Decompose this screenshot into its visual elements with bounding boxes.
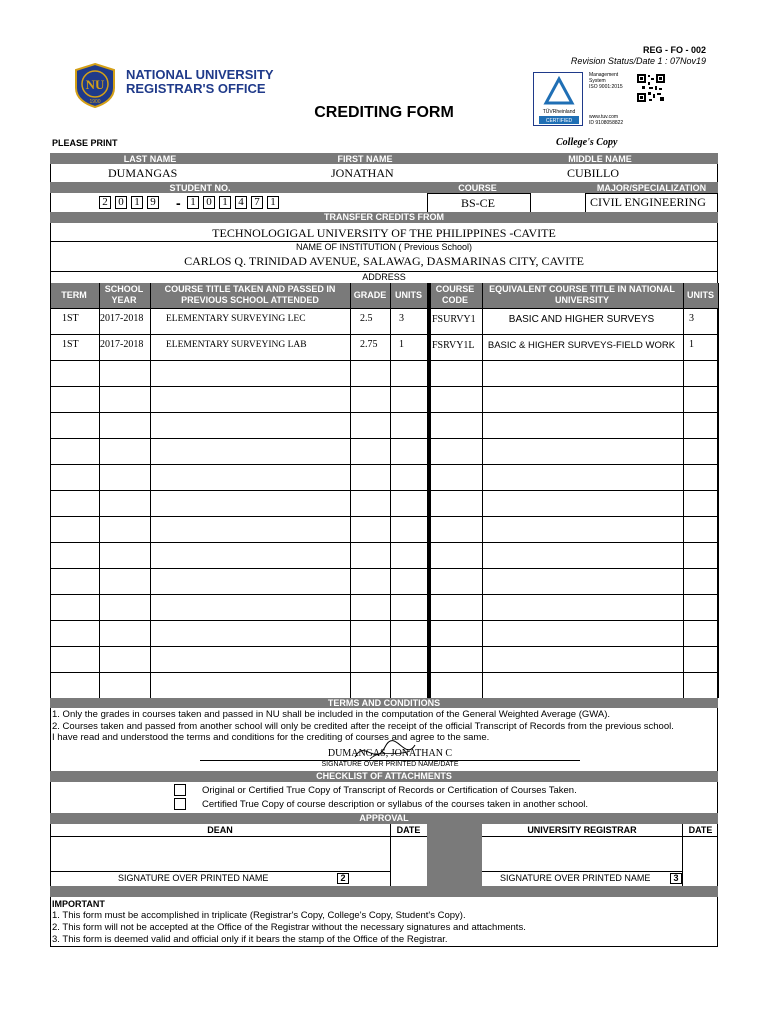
th-units: UNITS [395, 290, 422, 300]
important-line3: 3. This form is deemed valid and official only if it bears the stamp of the Office of the Registrar. [52, 934, 448, 945]
dean-signature-label: SIGNATURE OVER PRINTED NAME [118, 873, 269, 883]
table-row-line [50, 412, 718, 413]
terms-header-bar: TERMS AND CONDITIONS [50, 698, 718, 708]
cell-nu-units: 1 [689, 339, 694, 350]
table-row-line [50, 386, 718, 387]
student-no-digit: 7 [251, 196, 263, 209]
cert-id: ID 9108058822 [589, 120, 624, 126]
approval-header-bar: APPROVAL [50, 813, 718, 824]
svg-text:TÜVRheinland: TÜVRheinland [542, 109, 576, 115]
form-code: REG - FO - 002 [642, 45, 706, 55]
revision-status: Revision Status/Date 1 : 07Nov19 [570, 56, 706, 66]
cell-code: FSRVY1L [432, 340, 475, 351]
table-row-line [50, 334, 718, 335]
student-no-digit: 2 [99, 196, 111, 209]
cell-year: 2017-2018 [100, 339, 144, 350]
table-row-line [50, 594, 718, 595]
institution-value: TECHNOLOGIGAL UNIVERSITY OF THE PHILIPPINES -CAVITE [212, 226, 556, 240]
approval-gray-gap [427, 824, 482, 886]
table-row-line [50, 620, 718, 621]
middle-name-value: CUBILLO [567, 166, 619, 180]
student-no-label: STUDENT NO. [169, 183, 231, 193]
transfer-header-bar: TRANSFER CREDITS FROM [50, 212, 718, 223]
table-row-line [50, 360, 718, 361]
address-value: CARLOS Q. TRINIDAD AVENUE, SALAWAG, DASMARINAS CITY, CAVITE [184, 254, 584, 268]
checklist-header-bar: CHECKLIST OF ATTACHMENTS [50, 771, 718, 782]
university-name [126, 68, 274, 96]
divider [50, 241, 718, 242]
svg-text:NU: NU [85, 77, 105, 92]
table-row-line [50, 568, 718, 569]
table-row-line [50, 542, 718, 543]
student-no-digit: 1 [219, 196, 231, 209]
major-value: CIVIL ENGINEERING [590, 195, 706, 209]
student-no-digit: 1 [267, 196, 279, 209]
cell-grade: 2.75 [360, 339, 378, 350]
th-school-year: SCHOOL YEAR [104, 284, 144, 305]
cert-line2: System [589, 78, 606, 84]
th-nu-units: UNITS [687, 290, 714, 300]
checklist-item-1: Original or Certified True Copy of Transcript of Records or Certification of Courses Taken. [202, 785, 577, 796]
cell-title: ELEMENTARY SURVEYING LEC [166, 314, 306, 324]
dean-date-label: DATE [396, 825, 421, 835]
address-label: ADDRESS [362, 272, 406, 282]
table-row-line [50, 464, 718, 465]
dean-step-badge: 2 [337, 873, 349, 884]
cell-term: 1ST [62, 339, 79, 350]
cert-text [589, 72, 623, 90]
table-row-line [50, 308, 718, 309]
university-line2: REGISTRAR'S OFFICE [126, 81, 266, 96]
first-name-label: FIRST NAME [337, 154, 393, 164]
form-title: CREDITING FORM [314, 104, 454, 121]
first-name-value: JONATHAN [331, 166, 394, 180]
institution-label: NAME OF INSTITUTION ( Previous School) [295, 242, 473, 252]
cell-year: 2017-2018 [100, 313, 144, 324]
terms-line1: 1. Only the grades in courses taken and passed in NU shall be included in the computation of the General Weighted Average (GWA). [52, 709, 611, 720]
table-column-line [718, 283, 719, 698]
nu-logo [72, 62, 118, 108]
th-equivalent: EQUIVALENT COURSE TITLE IN NATIONAL UNIVERSITY [489, 284, 675, 305]
student-no-digit: 9 [147, 196, 159, 209]
cell-term: 1ST [62, 313, 79, 324]
cert-url-text: www.tuv.com [589, 114, 619, 120]
student-no-separator: - [176, 195, 181, 211]
copy-label: College's Copy [556, 137, 618, 148]
last-name-value: DUMANGAS [108, 166, 178, 180]
svg-text:1900: 1900 [89, 99, 101, 105]
cell-title: ELEMENTARY SURVEYING LAB [166, 340, 307, 350]
registrar-signature-label: SIGNATURE OVER PRINTED NAME [500, 873, 651, 883]
th-grade: GRADE [353, 290, 387, 300]
cell-code: FSURVY1 [432, 314, 476, 325]
major-label: MAJOR/SPECIALIZATION [596, 183, 707, 193]
student-no-digit: 1 [131, 196, 143, 209]
cell-equivalent: BASIC & HIGHER SURVEYS-FIELD WORK [487, 340, 676, 351]
middle-name-label: MIDDLE NAME [568, 154, 632, 164]
cert-line3: ISO 9001:2015 [589, 84, 623, 90]
divider [50, 871, 390, 872]
cert-line1: Management [589, 72, 619, 78]
important-line2: 2. This form will not be accepted at the Office of the Registrar without the necessary signatures and attachments. [52, 922, 526, 933]
cell-grade: 2.5 [360, 313, 373, 324]
important-line1: 1. This form must be accomplished in triplicate (Registrar's Copy, College's Copy, Student's Copy). [52, 910, 466, 921]
course-value: BS-CE [461, 196, 496, 210]
registrar-label: UNIVERSITY REGISTRAR [527, 825, 637, 835]
cell-units: 1 [399, 339, 404, 350]
checklist-checkbox-1[interactable] [174, 784, 186, 796]
cell-equivalent: BASIC AND HIGHER SURVEYS [508, 314, 655, 325]
student-no-digit: 1 [187, 196, 199, 209]
dean-label: DEAN [207, 825, 233, 835]
student-no-digit: 0 [115, 196, 127, 209]
approval-footer-bar [50, 886, 718, 897]
signature-label: SIGNATURE OVER PRINTED NAME/DATE [321, 761, 459, 768]
table-row-line [50, 516, 718, 517]
student-no-digit: 4 [235, 196, 247, 209]
table-row-line [50, 672, 718, 673]
university-line1: NATIONAL UNIVERSITY [126, 67, 274, 82]
table-row-line [50, 438, 718, 439]
important-title: IMPORTANT [52, 899, 105, 909]
cell-units: 3 [399, 313, 404, 324]
last-name-label: LAST NAME [123, 154, 177, 164]
course-label: COURSE [458, 183, 497, 193]
checklist-item-2: Certified True Copy of course description or syllabus of the courses taken in another school. [202, 799, 589, 810]
cell-nu-units: 3 [689, 313, 694, 324]
qr-code-icon [636, 73, 666, 103]
th-course-code: COURSE CODE [435, 284, 475, 305]
divider [50, 836, 718, 837]
student-no-digit: 0 [203, 196, 215, 209]
divider [682, 824, 683, 886]
registrar-date-label: DATE [688, 825, 713, 835]
table-row-line [50, 646, 718, 647]
divider [482, 871, 682, 872]
signer-name: DUMANGAS, JONATHAN C [327, 748, 453, 759]
th-course-title: COURSE TITLE TAKEN AND PASSED IN PREVIOUS SCHOOL ATTENDED [164, 284, 336, 305]
terms-line2: 2. Courses taken and passed from another school will only be credited after the receipt of the official Transcript of Records from the previous school. [52, 721, 674, 732]
table-row-line [50, 490, 718, 491]
svg-text:CERTIFIED: CERTIFIED [545, 118, 573, 124]
divider [390, 824, 391, 886]
th-term: TERM [61, 290, 87, 300]
please-print-label: PLEASE PRINT [52, 138, 118, 148]
terms-line3: I have read and understood the terms and conditions for the crediting of courses and agree to the same. [52, 732, 490, 743]
checklist-checkbox-2[interactable] [174, 798, 186, 810]
registrar-step-badge: 3 [670, 873, 682, 884]
